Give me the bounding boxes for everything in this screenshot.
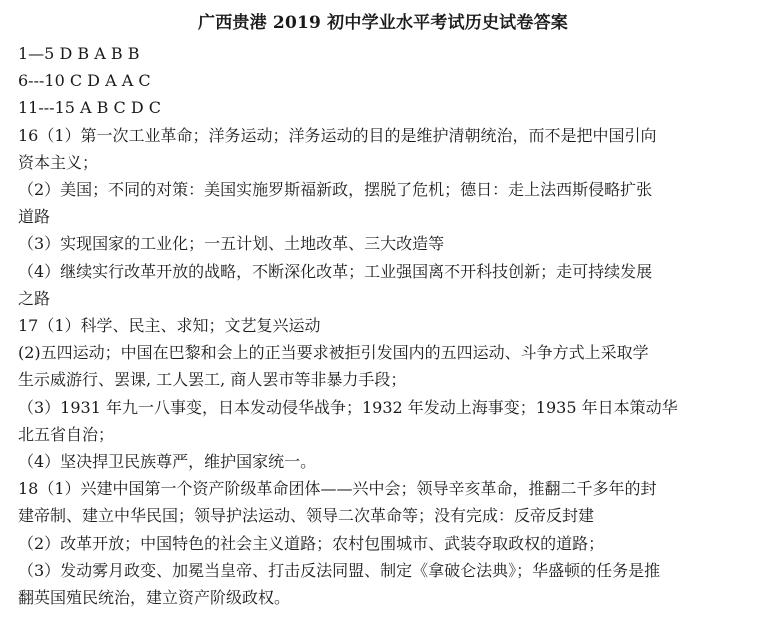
q17-part3-line2: 北五省自治；	[18, 424, 115, 444]
q17-part2-line2: 生示威游行、罢课, 工人罢工, 商人罢市等非暴力手段；	[18, 370, 407, 390]
q18-part3-line1: （3）发动雾月政变、加冕当皇帝、打击反法同盟、制定《拿破仑法典》；华盛顿的任务是推	[18, 560, 661, 580]
q17-part1: 17（1）科学、民主、求知；文艺复兴运动	[18, 316, 321, 336]
q16-part2-line2: 道路	[18, 207, 51, 227]
q16-part2-line1: （2）美国；不同的对策：美国实施罗斯福新政，摆脱了危机；德日：走上法西斯侵略扩张	[18, 180, 653, 200]
q16-part1-line1: 16（1）第一次工业革命；洋务运动；洋务运动的目的是维护清朝统治，而不是把中国引向	[18, 125, 657, 145]
q17-part3-line1: （3）1931 年九一八事变，日本发动侵华战争；1932 年发动上海事变；1935 年日本策动华	[18, 397, 678, 417]
q16-part4-line2: 之路	[18, 288, 51, 308]
q16-part3: （3）实现国家的工业化；一五计划、土地改革、三大改造等	[18, 234, 445, 254]
q18-part2: （2）改革开放；中国特色的社会主义道路；农村包围城市、武装夺取政权的道路；	[18, 533, 605, 553]
q17-part4: （4）坚决捍卫民族尊严，维护国家统一。	[18, 452, 317, 472]
choice-answers-1-5: 1—5 D B A B B	[18, 44, 140, 63]
q16-part1-line2: 资本主义；	[18, 152, 99, 172]
choice-answers-6-10: 6---10 C D A A C	[18, 71, 151, 91]
page-title: 广西贵港 2019 初中学业水平考试历史试卷答案	[198, 13, 568, 33]
q18-part1-line1: 18（1）兴建中国第一个资产阶级革命团体——兴中会；领导辛亥革命，推翻二千多年的封	[18, 479, 657, 499]
q18-part3-line2: 翻英国殖民统治，建立资产阶级政权。	[18, 588, 291, 608]
choice-answers-11-15: 11---15 A B C D C	[18, 98, 161, 118]
q16-part4-line1: （4）继续实行改革开放的战略，不断深化改革；工业强国离不开科技创新；走可持续发展	[18, 261, 653, 281]
q18-part1-line2: 建帝制、建立中华民国；领导护法运动、领导二次革命等；没有完成：反帝反封建	[18, 506, 595, 526]
q17-part2-line1: (2)五四运动；中国在巴黎和会上的正当要求被拒引发国内的五四运动、斗争方式上采取学	[18, 343, 649, 363]
